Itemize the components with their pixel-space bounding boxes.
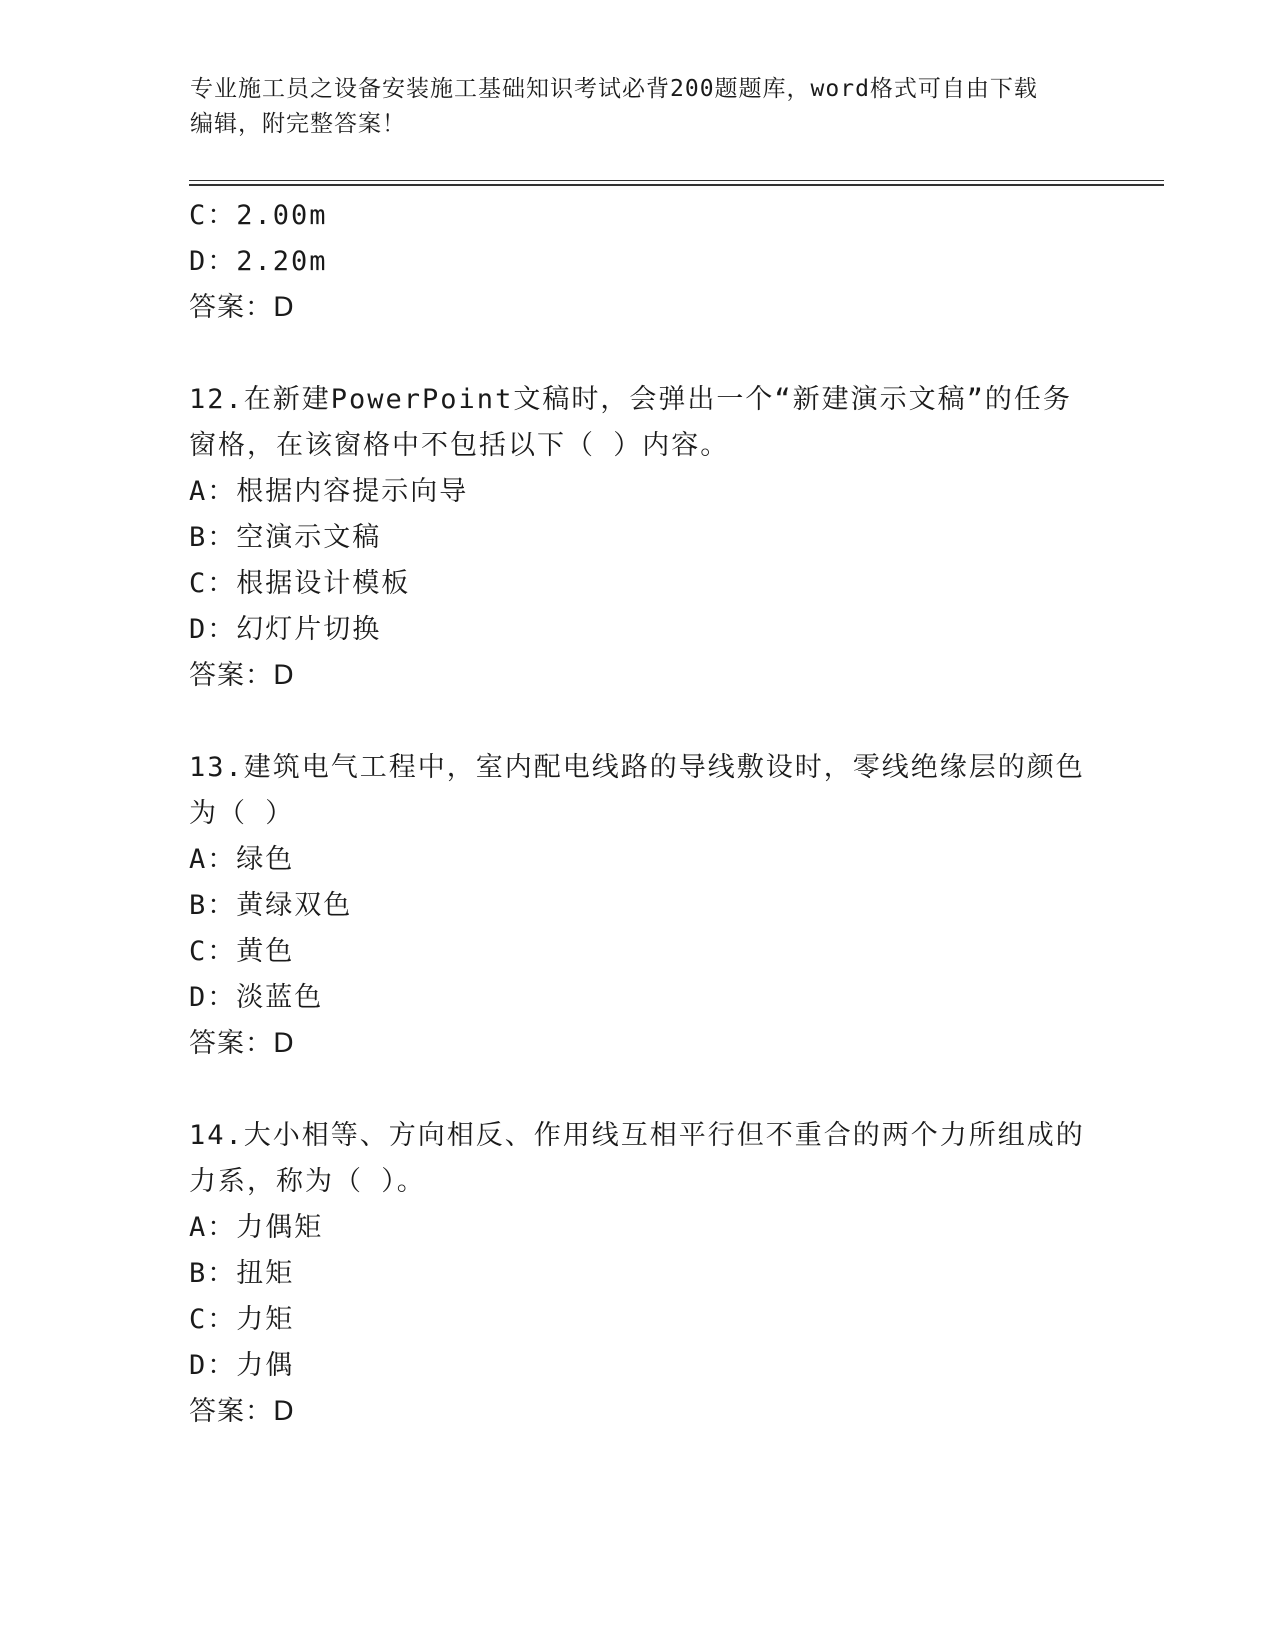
question-11-continuation — [189, 193, 1089, 331]
option-c: C：力矩 — [189, 1304, 295, 1335]
answer-line: 答案：D — [189, 292, 295, 323]
question-stem-cont: 力系，称为（ ）。 — [189, 1166, 426, 1197]
header-divider — [189, 180, 1164, 186]
option-d: D：力偶 — [189, 1350, 295, 1381]
option-c: C：2.00m — [189, 200, 328, 231]
question-stem: 14.大小相等、方向相反、作用线互相平行但不重合的两个力所组成的 — [189, 1120, 1085, 1151]
answer-line: 答案：D — [189, 660, 295, 691]
option-b: B：空演示文稿 — [189, 522, 382, 553]
option-a: A：根据内容提示向导 — [189, 476, 469, 507]
question-14 — [189, 1113, 1089, 1435]
option-d: D：2.20m — [189, 246, 328, 277]
page-header — [190, 72, 1090, 142]
question-13 — [189, 745, 1089, 1067]
option-b: B：扭矩 — [189, 1258, 295, 1289]
option-d: D：幻灯片切换 — [189, 614, 382, 645]
question-stem-cont: 为（ ） — [189, 798, 295, 829]
question-list — [189, 193, 1089, 1435]
option-a: A：绿色 — [189, 844, 295, 875]
header-line-1: 专业施工员之设备安装施工基础知识考试必背200题题库，word格式可自由下载 — [190, 76, 1038, 102]
header-line-2: 编辑，附完整答案！ — [190, 111, 406, 137]
answer-line: 答案：D — [189, 1396, 295, 1427]
option-c: C：根据设计模板 — [189, 568, 411, 599]
answer-line: 答案：D — [189, 1028, 295, 1059]
question-stem: 12.在新建PowerPoint文稿时，会弹出一个“新建演示文稿”的任务 — [189, 384, 1072, 415]
question-12 — [189, 377, 1089, 699]
option-a: A：力偶矩 — [189, 1212, 324, 1243]
question-stem-cont: 窗格，在该窗格中不包括以下（ ）内容。 — [189, 430, 730, 461]
option-c: C：黄色 — [189, 936, 295, 967]
option-b: B：黄绿双色 — [189, 890, 353, 921]
question-stem: 13.建筑电气工程中，室内配电线路的导线敷设时，零线绝缘层的颜色 — [189, 752, 1085, 783]
option-d: D：淡蓝色 — [189, 982, 324, 1013]
